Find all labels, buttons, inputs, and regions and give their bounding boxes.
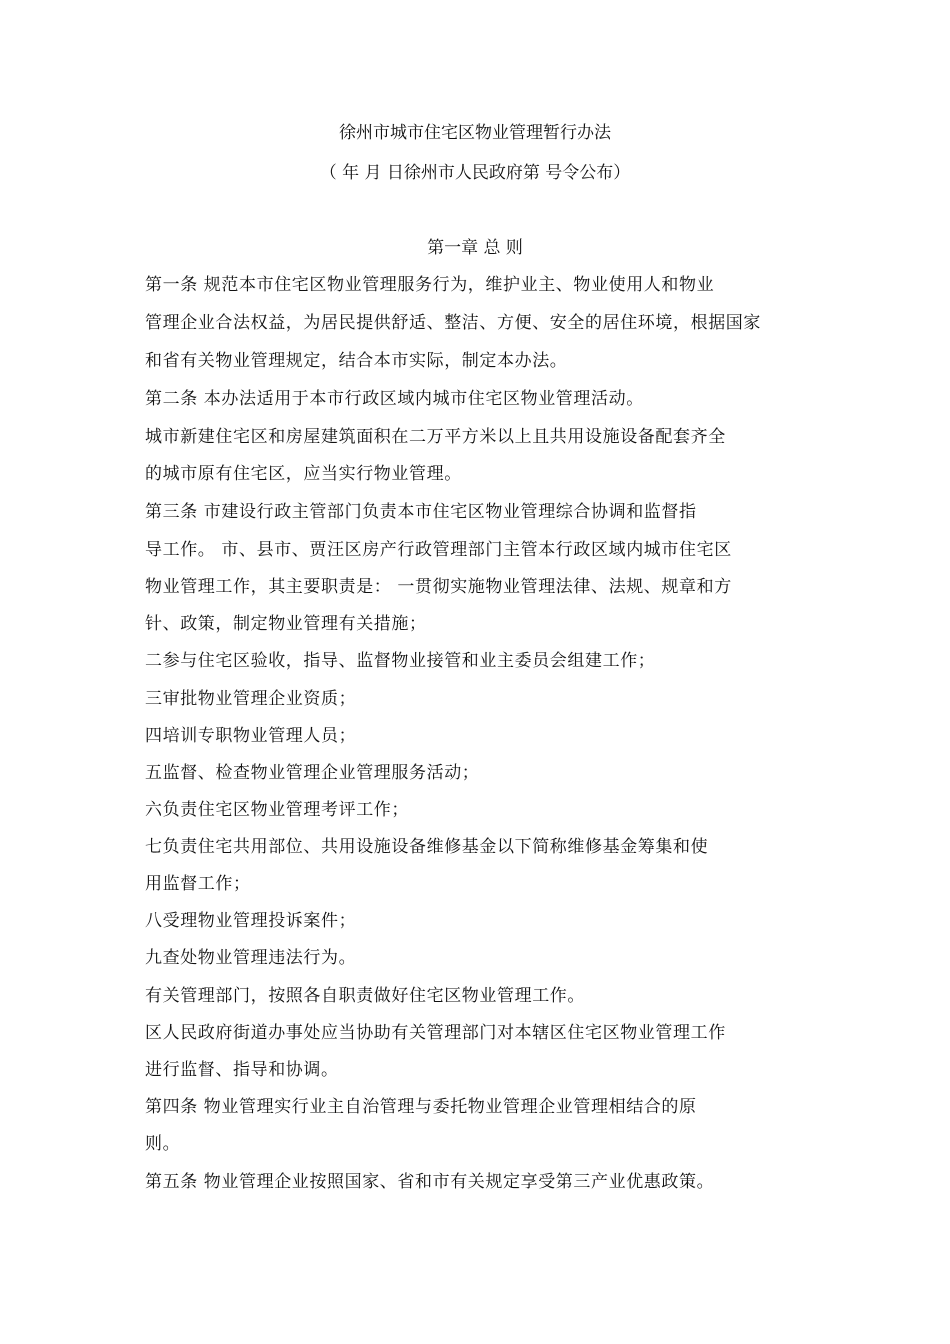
body-line: 七负责住宅共用部位、共用设施设备维修基金以下简称维修基金筹集和使: [145, 837, 709, 857]
body-line: 和省有关物业管理规定，结合本市实际，制定本办法。: [145, 351, 568, 371]
body-line: 则。: [145, 1134, 181, 1154]
body-line: 二参与住宅区验收，指导、监督物业接管和业主委员会组建工作；: [145, 651, 656, 671]
body-line: 第二条 本办法适用于本市行政区域内城市住宅区物业管理活动。: [145, 389, 644, 409]
body-line: 八受理物业管理投诉案件；: [145, 911, 357, 931]
body-line: 的城市原有住宅区，应当实行物业管理。: [145, 464, 462, 484]
body-line: 有关管理部门，按照各自职责做好住宅区物业管理工作。: [145, 986, 585, 1006]
body-line: 用监督工作；: [145, 874, 251, 894]
body-line: 物业管理工作，其主要职责是： 一贯彻实施物业管理法律、法规、规章和方: [145, 577, 732, 597]
body-line: 第三条 市建设行政主管部门负责本市住宅区物业管理综合协调和监督指: [145, 502, 697, 522]
body-line: 三审批物业管理企业资质；: [145, 689, 357, 709]
body-line: 第五条 物业管理企业按照国家、省和市有关规定享受第三产业优惠政策。: [145, 1172, 715, 1192]
body-line: 第一条 规范本市住宅区物业管理服务行为，维护业主、物业使用人和物业: [145, 275, 715, 295]
body-line: 第四条 物业管理实行业主自治管理与委托物业管理企业管理相结合的原: [145, 1097, 697, 1117]
body-line: 区人民政府街道办事处应当协助有关管理部门对本辖区住宅区物业管理工作: [145, 1023, 726, 1043]
body-line: 导工作。 市、县市、贾汪区房产行政管理部门主管本行政区域内城市住宅区: [145, 540, 732, 560]
body-line: 四培训专职物业管理人员；: [145, 726, 357, 746]
body-line: 针、政策，制定物业管理有关措施；: [145, 614, 427, 634]
body-line: 管理企业合法权益，为居民提供舒适、整洁、方便、安全的居住环境，根据国家: [145, 313, 761, 333]
chapter-heading: 第一章 总 则: [427, 238, 523, 258]
document-subtitle: （ 年 月 日徐州市人民政府第 号令公布）: [319, 163, 631, 183]
document-title: 徐州市城市住宅区物业管理暂行办法: [339, 123, 611, 143]
body-line: 进行监督、指导和协调。: [145, 1060, 339, 1080]
body-line: 六负责住宅区物业管理考评工作；: [145, 800, 409, 820]
body-line: 九查处物业管理违法行为。: [145, 948, 357, 968]
body-line: 城市新建住宅区和房屋建筑面积在二万平方米以上且共用设施设备配套齐全: [145, 427, 726, 447]
body-line: 五监督、检查物业管理企业管理服务活动；: [145, 763, 480, 783]
